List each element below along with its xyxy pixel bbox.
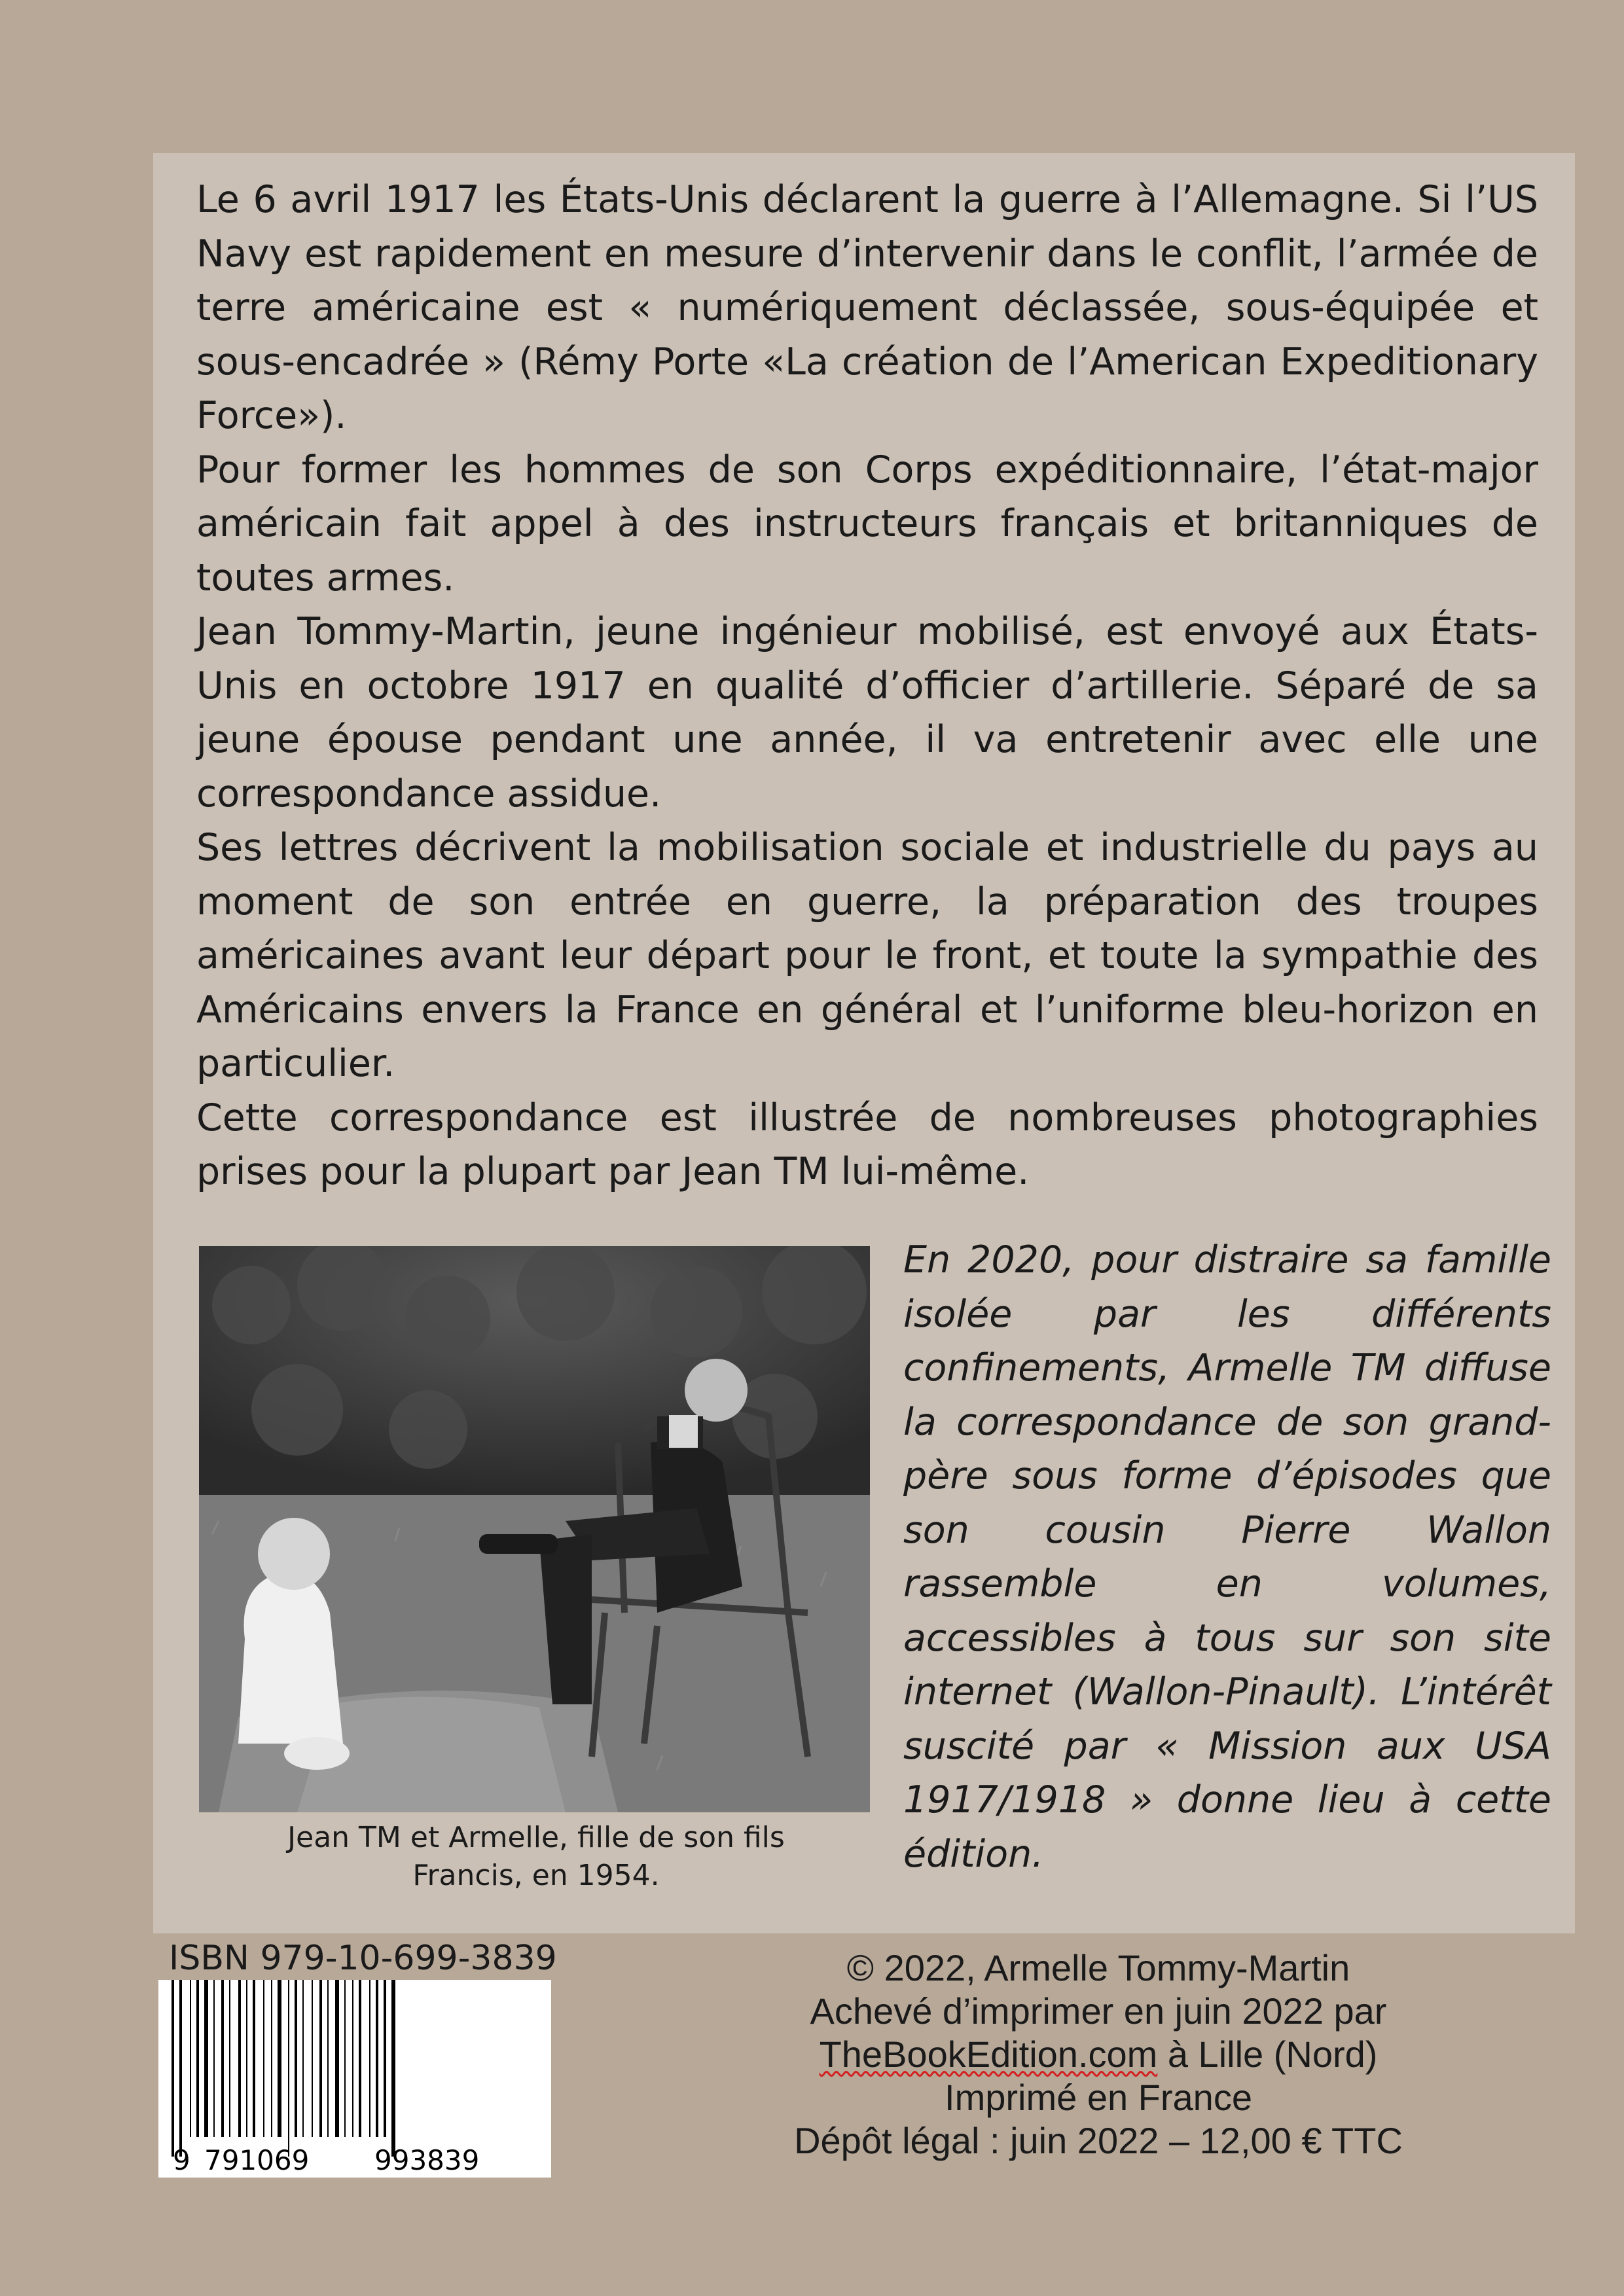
printer-location: à Lille (Nord) [1157,2034,1378,2075]
barcode-bar [246,1980,247,2137]
copyright-line: © 2022, Armelle Tommy-Martin [846,1947,1350,1988]
barcode-bar [263,1980,264,2137]
paragraph-3: Jean Tommy-Martin, jeune ingénieur mobilisé, est envoyé aux États-Unis en octobre 1917 en qualité d’officier d’artillerie. Séparé de sa jeune épouse pendant une année, il va entretenir avec elle une correspondance assidue. [196,610,1538,816]
barcode-bar [335,1980,339,2137]
main-text [196,173,1538,1199]
barcode-bar [213,1980,215,2137]
barcode-bar [179,1980,182,2157]
paragraph-2: Pour former les hommes de son Corps expéditionnaire, l’état-major américain fait appel à des instructeurs français et britanniques de toutes armes. [196,448,1538,600]
barcode-digits-right: 993839 [374,2144,480,2176]
barcode-graphic [158,1980,551,2178]
colophon [732,1946,1465,2162]
barcode-bar [352,1980,353,2137]
barcode [158,1980,551,2178]
barcode-bar [196,1980,199,2137]
barcode-bar [369,1980,370,2137]
legal-deposit-line: Dépôt légal : juin 2022 – 12,00 € TTC [794,2120,1403,2161]
barcode-bar [376,1980,378,2137]
barcode-bar [238,1980,241,2137]
paragraph-5: Cette correspondance est illustrée de nombreuses photographies prises pour la plupart par Jean TM lui-même. [196,1096,1538,1193]
italic-paragraph: En 2020, pour distraire sa famille isolée par les différents confinements, Armelle TM diffuse la correspondance de son grand-père sous forme d’épisodes que son cousin Pierre Wallon rassemble en volumes, accessibles à tous sur son site internet (Wallon-Pinault). L’intérêt suscité par « Mission aux USA 1917/1918 » donne lieu à cette édition. [903,1238,1551,1876]
barcode-bar [253,1980,255,2137]
barcode-digit-first: 9 [173,2144,190,2176]
paragraph-1: Le 6 avril 1917 les États-Unis déclarent la guerre à l’Allemagne. Si l’US Navy est rapidement en mesure d’intervenir dans le conflit, l’armée de terre américaine est « numériquement déclassée, sous-équipée et sous-encadrée » (Rémy Porte «La création de l’American Expeditionary Force»). [196,178,1538,437]
caption-line-2: Francis, en 1954. [412,1859,660,1892]
barcode-bar [229,1980,230,2137]
photo-illustration [199,1246,870,1812]
barcode-bar [391,1980,395,2157]
printed-in-line: Imprimé en France [945,2077,1252,2118]
text-panel [153,153,1575,1933]
barcode-bar [319,1980,322,2137]
barcode-bar [327,1980,329,2137]
paragraph-4: Ses lettres décrivent la mobilisation sociale et industrielle du pays au moment de son entrée en guerre, la préparation des troupes américaines avant leur départ pour le front, et toute la sympathie des Américains envers la France en général et l’uniforme bleu-horizon en particulier. [196,826,1538,1085]
barcode-bar [288,1980,289,2157]
barcode-bar [295,1980,297,2137]
caption-line-1: Jean TM et Armelle, fille de son fils [287,1821,785,1854]
printer-line [732,2033,1465,2076]
photo-caption [264,1819,808,1895]
printing-line: Achevé d’imprimer en juin 2022 par [810,1990,1387,2032]
barcode-bar [384,1980,386,2137]
family-photo [199,1246,870,1812]
barcode-bar [278,1980,281,2137]
barcode-bar [221,1980,224,2137]
barcode-bar [344,1980,346,2137]
barcode-bar [359,1980,361,2137]
barcode-bar [302,1980,304,2137]
barcode-bar [312,1980,313,2137]
barcode-bar [190,1980,191,2137]
barcode-bar [171,1980,174,2157]
barcode-digits-left: 791069 [204,2144,310,2176]
barcode-bar [204,1980,208,2137]
printer-link[interactable]: TheBookEdition.com [819,2034,1158,2075]
barcode-bar [271,1980,272,2137]
isbn-label: ISBN 979-10-699-3839 [169,1939,557,1978]
